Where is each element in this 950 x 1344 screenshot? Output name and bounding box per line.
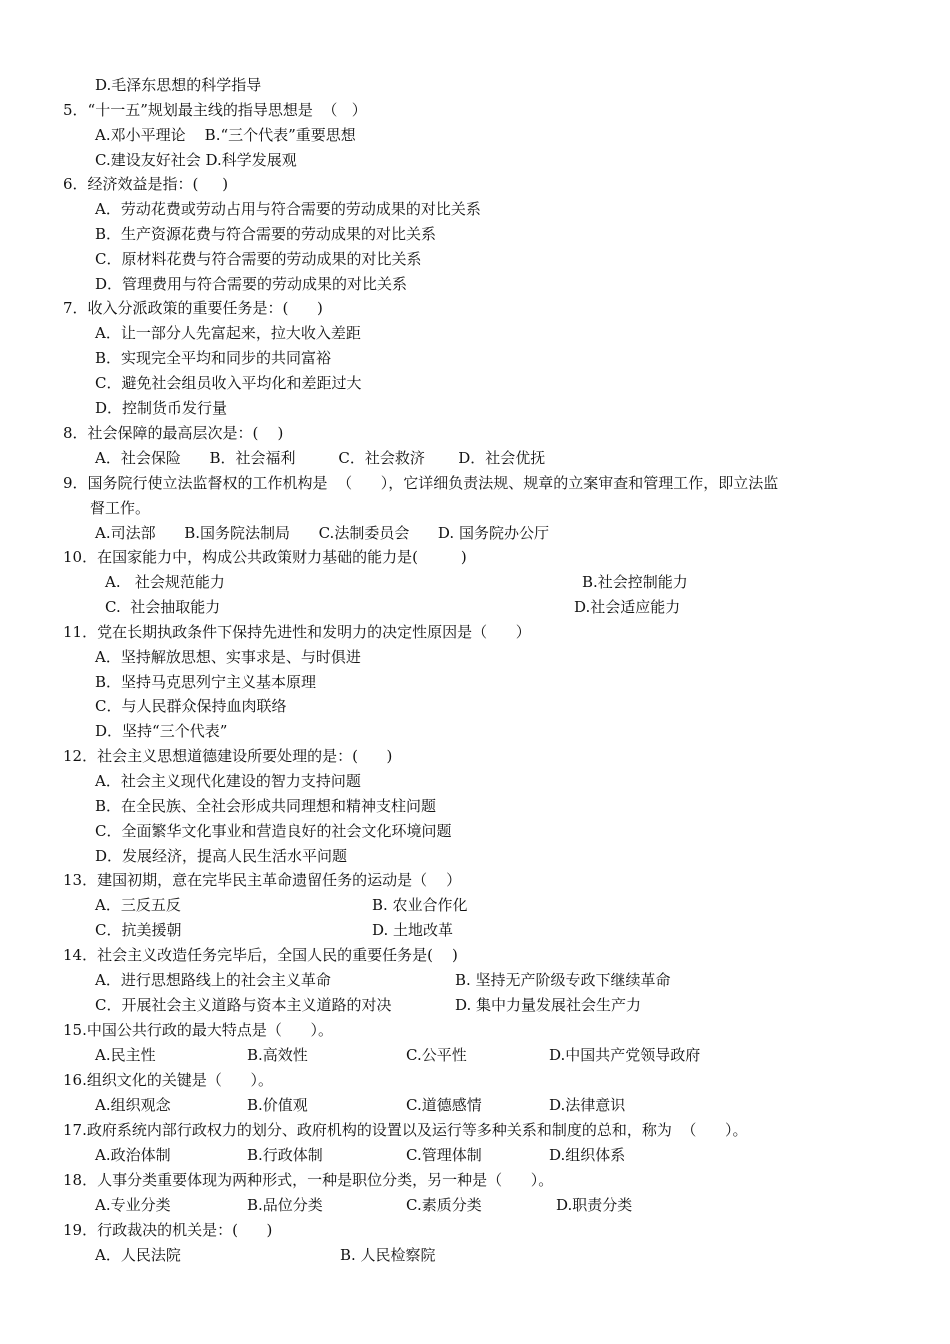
q10-option-a: A. 社会规范能力: [105, 573, 225, 591]
q18-option-c: C.素质分类: [406, 1196, 482, 1214]
q4-option-d: D.毛泽东思想的科学指导: [95, 76, 262, 94]
q12-option-b: B．在全民族、全社会形成共同理想和精神支柱问题: [95, 797, 437, 815]
q19-option-a: A．人民法院: [95, 1246, 181, 1264]
question-9-cont: 督工作。: [90, 499, 151, 517]
q10-option-b: B.社会控制能力: [582, 573, 688, 591]
q6-option-a: A．劳动花费或劳动占用与符合需要的劳动成果的对比关系: [95, 200, 481, 218]
q6-option-b: B．生产资源花费与符合需要的劳动成果的对比关系: [95, 225, 437, 243]
q14-option-b: B. 坚持无产阶级专政下继续革命: [455, 971, 671, 989]
question-19: 19．行政裁决的机关是：( ): [63, 1221, 273, 1239]
question-5: 5．“十一五”规划最主线的指导思想是 （ ）: [63, 101, 367, 119]
q11-option-d: D．坚持“三个代表”: [95, 722, 228, 740]
q7-option-c: C．避免社会组员收入平均化和差距过大: [95, 374, 362, 392]
question-10: 10．在国家能力中，构成公共政策财力基础的能力是( ): [63, 548, 467, 566]
q16-option-c: C.道德感情: [406, 1096, 482, 1114]
question-11: 11．党在长期执政条件下保持先进性和发明力的决定性原因是（ ）: [63, 623, 531, 641]
question-15: 15.中国公共行政的最大特点是（ ）。: [63, 1021, 333, 1039]
question-16: 16.组织文化的关键是（ ）。: [63, 1071, 273, 1089]
q14-option-d: D. 集中力量发展社会生产力: [455, 996, 642, 1014]
q15-option-c: C.公平性: [406, 1046, 467, 1064]
q13-option-d: D. 土地改革: [372, 921, 454, 939]
q14-option-a: A．进行思想路线上的社会主义革命: [95, 971, 331, 989]
q6-option-d: D．管理费用与符合需要的劳动成果的对比关系: [95, 275, 408, 293]
q16-option-b: B.价值观: [247, 1096, 308, 1114]
q9-options: A.司法部 B.国务院法制局 C.法制委员会 D. 国务院办公厅: [95, 524, 549, 542]
question-18: 18．人事分类重要体现为两种形式，一种是职位分类，另一种是（ ）。: [63, 1171, 554, 1189]
question-6: 6．经济效益是指：( ): [63, 175, 229, 193]
q13-option-a: A．三反五反: [95, 896, 181, 914]
q5-options-cd: C.建设友好社会 D.科学发展观: [95, 151, 297, 169]
q11-option-b: B．坚持马克思列宁主义基本原理: [95, 673, 317, 691]
question-9: 9．国务院行使立法监督权的工作机构是 （ ），它详细负责法规、规章的立案审查和管理工作，即立法监: [63, 474, 779, 492]
q6-option-c: C．原材料花费与符合需要的劳动成果的对比关系: [95, 250, 422, 268]
q14-option-c: C．开展社会主义道路与资本主义道路的对决: [95, 996, 392, 1014]
q13-option-c: C．抗美援朝: [95, 921, 182, 939]
q15-option-a: A.民主性: [95, 1046, 156, 1064]
q13-option-b: B. 农业合作化: [372, 896, 468, 914]
q11-option-c: C．与人民群众保持血肉联络: [95, 697, 287, 715]
q10-option-c: C. 社会抽取能力: [105, 598, 221, 616]
q7-option-d: D．控制货币发行量: [95, 399, 228, 417]
q11-option-a: A．坚持解放思想、实事求是、与时俱进: [95, 648, 361, 666]
q7-option-a: A．让一部分人先富起来，拉大收入差距: [95, 324, 361, 342]
q18-option-d: D.职责分类: [556, 1196, 633, 1214]
question-13: 13．建国初期，意在完毕民主革命遗留任务的运动是（ ）: [63, 871, 462, 889]
q12-option-d: D．发展经济，提高人民生活水平问题: [95, 847, 348, 865]
q19-option-b: B. 人民检察院: [340, 1246, 436, 1264]
question-17: 17.政府系统内部行政权力的划分、政府机构的设置以及运行等多种关系和制度的总和，称为 （ ）。: [63, 1121, 748, 1139]
q10-option-d: D.社会适应能力: [574, 598, 681, 616]
q18-option-a: A.专业分类: [95, 1196, 171, 1214]
q5-options-ab: A.邓小平理论 B.“三个代表”重要思想: [95, 126, 356, 144]
q17-option-c: C.管理体制: [406, 1146, 482, 1164]
question-7: 7．收入分派政策的重要任务是：( ): [63, 299, 323, 317]
question-12: 12．社会主义思想道德建设所要处理的是：( ): [63, 747, 393, 765]
q7-option-b: B．实现完全平均和同步的共同富裕: [95, 349, 332, 367]
question-14: 14．社会主义改造任务完毕后，全国人民的重要任务是( ): [63, 946, 458, 964]
q15-option-b: B.高效性: [247, 1046, 308, 1064]
question-8: 8．社会保障的最高层次是：( ): [63, 424, 284, 442]
q17-option-a: A.政治体制: [95, 1146, 171, 1164]
q15-option-d: D.中国共产党领导政府: [549, 1046, 701, 1064]
q16-option-d: D.法律意识: [549, 1096, 626, 1114]
q12-option-a: A．社会主义现代化建设的智力支持问题: [95, 772, 361, 790]
q16-option-a: A.组织观念: [95, 1096, 171, 1114]
q8-options: A．社会保险 B．社会福利 C．社会救济 D．社会优抚: [95, 449, 546, 467]
q17-option-d: D.组织体系: [549, 1146, 626, 1164]
q17-option-b: B.行政体制: [247, 1146, 323, 1164]
q18-option-b: B.品位分类: [247, 1196, 323, 1214]
q12-option-c: C．全面繁华文化事业和营造良好的社会文化环境问题: [95, 822, 452, 840]
